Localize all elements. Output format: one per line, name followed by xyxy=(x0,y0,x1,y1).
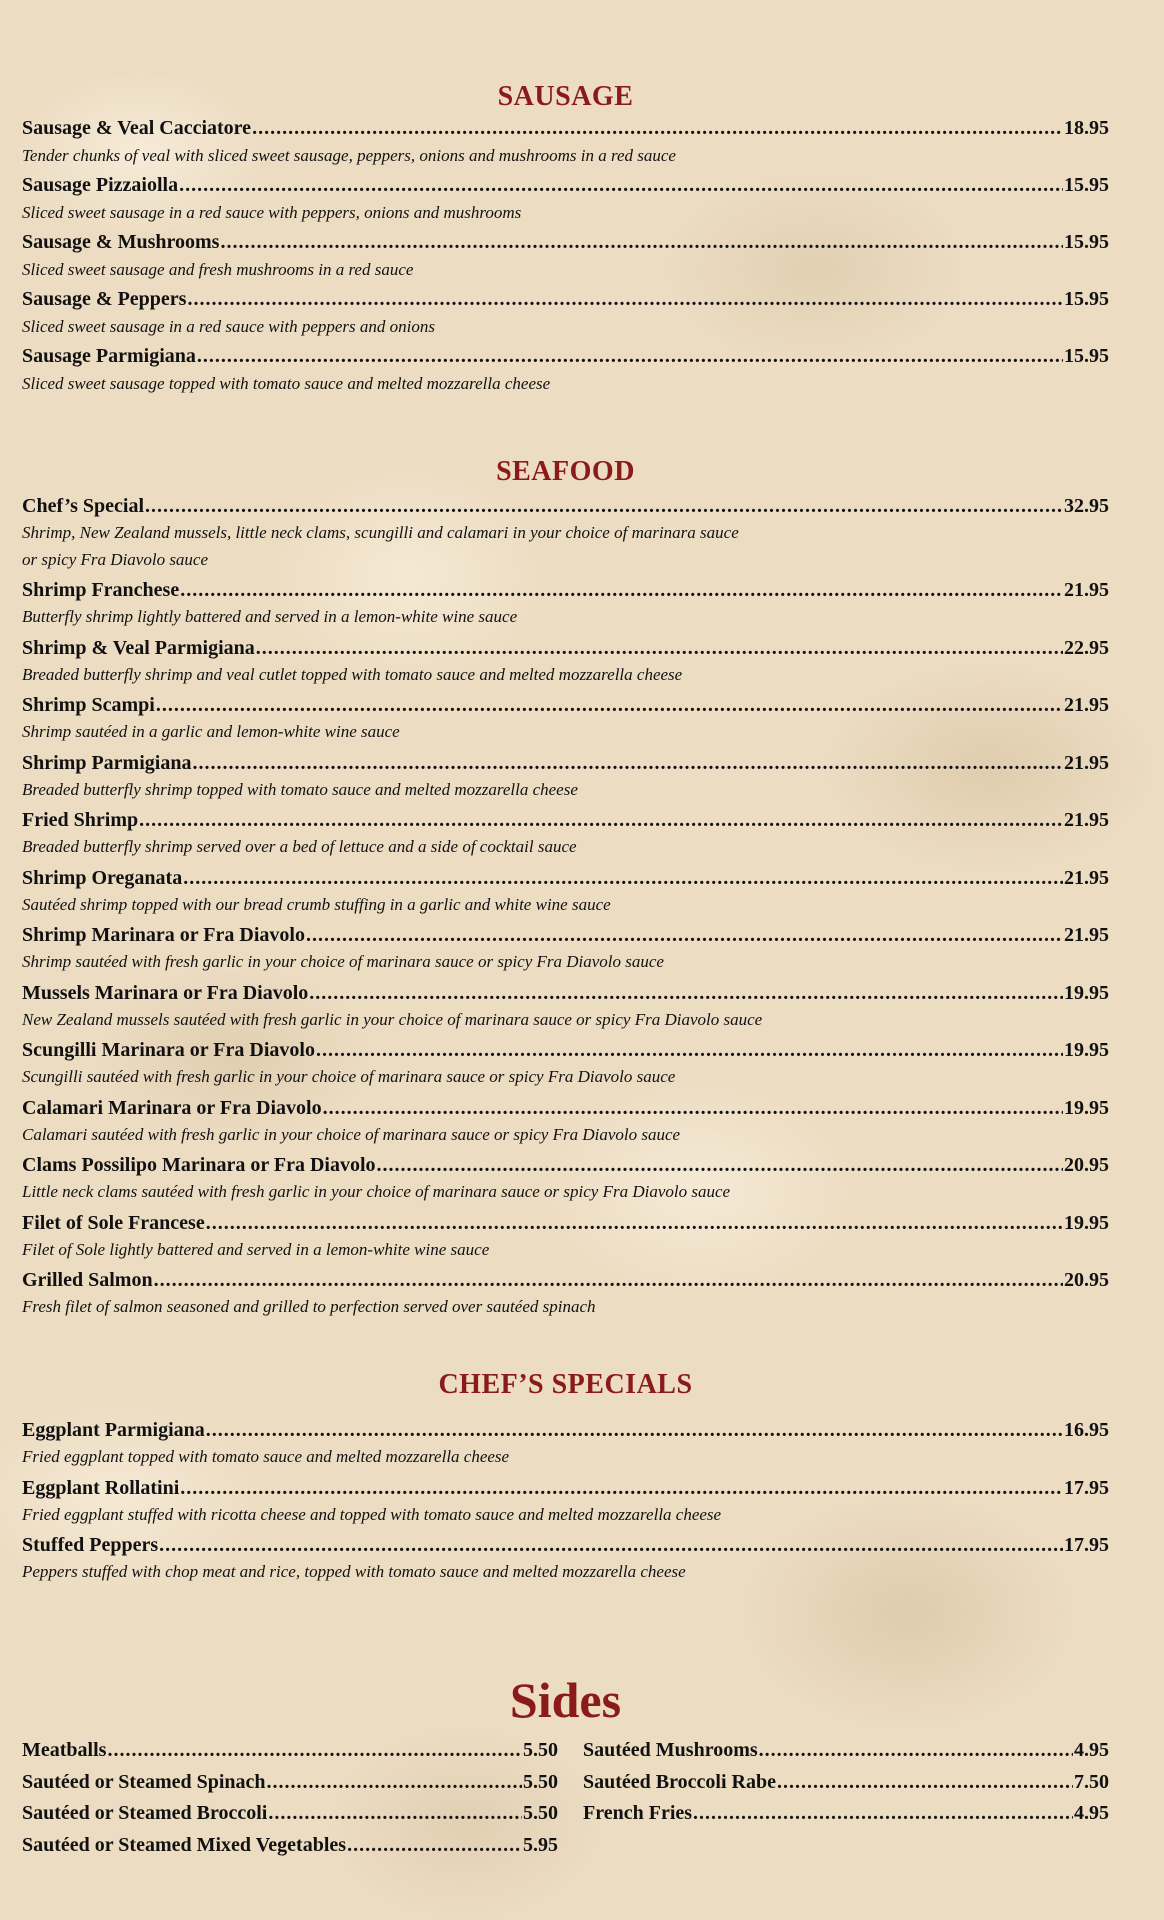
menu-item xyxy=(22,342,1109,399)
item-price: 22.95 xyxy=(1064,636,1109,659)
item-price: 21.95 xyxy=(1064,751,1109,774)
item-name: Sausage & Peppers xyxy=(22,288,187,310)
item-name: Calamari Marinara or Fra Diavolo xyxy=(22,1096,322,1119)
item-description: Sautéed shrimp topped with our bread crumb stuffing in a garlic and white wine sauce xyxy=(22,894,611,914)
item-name: Eggplant Rollatini xyxy=(22,1476,180,1499)
menu-item xyxy=(22,806,1109,864)
side-item xyxy=(583,1798,1109,1830)
item-name: Shrimp Parmigiana xyxy=(22,751,192,774)
leader-dots xyxy=(256,634,1063,662)
item-price: 17.95 xyxy=(1064,1534,1109,1556)
item-description: Fresh filet of salmon seasoned and grilled to perfection served over sautéed spinach xyxy=(22,1297,596,1316)
side-item xyxy=(22,1735,558,1767)
item-description: Sliced sweet sausage topped with tomato sauce and melted mozzarella cheese xyxy=(22,374,551,393)
item-description: Scungilli sautéed with fresh garlic in your choice of marinara sauce or spicy Fra Diavolo sauce xyxy=(22,1067,676,1086)
sausage-section xyxy=(22,80,1109,399)
leader-dots xyxy=(309,979,1063,1007)
item-description: Breaded butterfly shrimp and veal cutlet topped with tomato sauce and melted mozzarella cheese xyxy=(22,664,683,684)
item-price: 5.95 xyxy=(523,1833,558,1856)
leader-dots xyxy=(347,1830,522,1862)
item-price: 21.95 xyxy=(1064,809,1109,831)
leader-dots xyxy=(180,576,1063,604)
item-price: 5.50 xyxy=(523,1739,558,1761)
menu-item xyxy=(22,228,1109,285)
item-description-cont: or spicy Fra Diavolo sauce xyxy=(22,550,209,569)
leader-dots xyxy=(316,1036,1063,1064)
leader-dots xyxy=(267,1767,522,1799)
item-price: 5.50 xyxy=(523,1770,558,1793)
item-name: Sautéed or Steamed Mixed Vegetables xyxy=(22,1833,347,1856)
menu-item xyxy=(22,691,1109,749)
menu-item xyxy=(22,1209,1109,1267)
item-price: 15.95 xyxy=(1064,345,1109,367)
leader-dots xyxy=(268,1798,522,1830)
leader-dots xyxy=(206,1209,1063,1237)
menu-item xyxy=(22,634,1109,692)
item-price: 20.95 xyxy=(1064,1269,1109,1291)
menu-item xyxy=(22,979,1109,1037)
item-price: 21.95 xyxy=(1064,694,1109,716)
leader-dots xyxy=(197,342,1063,370)
item-name: Sautéed or Steamed Broccoli xyxy=(22,1802,268,1824)
menu-item xyxy=(22,285,1109,342)
item-description: Sliced sweet sausage and fresh mushrooms in a red sauce xyxy=(22,260,414,279)
item-price: 4.95 xyxy=(1074,1739,1109,1761)
leader-dots xyxy=(145,492,1063,520)
sides-grid xyxy=(22,1735,1109,1861)
item-price: 19.95 xyxy=(1064,1211,1109,1234)
item-description: Little neck clams sautéed with fresh garlic in your choice of marinara sauce or spicy Fra Diavolo sauce xyxy=(22,1182,731,1201)
item-name: Sautéed Mushrooms xyxy=(583,1739,758,1761)
item-name: Scungilli Marinara or Fra Diavolo xyxy=(22,1039,315,1061)
item-name: Meatballs xyxy=(22,1739,107,1761)
menu-item xyxy=(22,1094,1109,1152)
leader-dots xyxy=(156,691,1063,719)
item-price: 15.95 xyxy=(1064,174,1109,196)
leader-dots xyxy=(693,1798,1073,1830)
section-title: Sides xyxy=(509,1672,622,1728)
side-item xyxy=(583,1767,1109,1799)
section-title: CHEF’S SPECIALS xyxy=(438,1369,693,1400)
item-price: 21.95 xyxy=(1064,924,1109,946)
chefs-specials-section xyxy=(22,1368,1109,1589)
side-item xyxy=(583,1735,1109,1767)
leader-dots xyxy=(154,1266,1063,1294)
menu-item xyxy=(22,1036,1109,1094)
leader-dots xyxy=(192,749,1063,777)
item-name: Clams Possilipo Marinara or Fra Diavolo xyxy=(22,1154,376,1176)
leader-dots xyxy=(252,114,1063,142)
menu-item xyxy=(22,749,1109,807)
leader-dots xyxy=(306,921,1063,949)
item-name: Fried Shrimp xyxy=(22,809,139,831)
leader-dots xyxy=(187,285,1063,313)
item-description: Sliced sweet sausage in a red sauce with peppers and onions xyxy=(22,317,435,336)
item-price: 21.95 xyxy=(1064,579,1109,601)
leader-dots xyxy=(323,1094,1063,1122)
item-price: 19.95 xyxy=(1064,1039,1109,1061)
item-name: Sautéed Broccoli Rabe xyxy=(583,1770,776,1793)
item-description: Butterfly shrimp lightly battered and served in a lemon-white wine sauce xyxy=(22,607,518,626)
item-name: Grilled Salmon xyxy=(22,1269,153,1291)
item-name: Shrimp Oreganata xyxy=(22,866,183,889)
side-item xyxy=(22,1830,558,1862)
leader-dots xyxy=(180,1474,1063,1502)
section-title: SEAFOOD xyxy=(496,456,635,487)
item-description: Shrimp sautéed with fresh garlic in your choice of marinara sauce or spicy Fra Diavolo sauce xyxy=(22,952,664,971)
item-price: 32.95 xyxy=(1064,495,1109,517)
seafood-section xyxy=(22,455,1109,1324)
sides-column-left xyxy=(22,1735,558,1861)
menu-item xyxy=(22,1474,1109,1532)
item-description: Fried eggplant stuffed with ricotta cheese and topped with tomato sauce and melted mozzarella cheese xyxy=(22,1504,722,1524)
side-item xyxy=(22,1798,558,1830)
leader-dots xyxy=(183,864,1063,892)
item-price: 21.95 xyxy=(1064,866,1109,889)
leader-dots xyxy=(777,1767,1073,1799)
item-price: 5.50 xyxy=(523,1802,558,1824)
item-description: Breaded butterfly shrimp served over a bed of lettuce and a side of cocktail sauce xyxy=(22,837,577,856)
item-price: 17.95 xyxy=(1064,1476,1109,1499)
item-description: New Zealand mussels sautéed with fresh garlic in your choice of marinara sauce or spicy Fra Diavolo sauce xyxy=(22,1009,763,1029)
item-name: Chef’s Special xyxy=(22,495,145,517)
item-price: 19.95 xyxy=(1064,981,1109,1004)
sides-column-right xyxy=(583,1735,1109,1861)
item-name: Sausage Pizzaiolla xyxy=(22,174,179,196)
item-description: Shrimp sautéed in a garlic and lemon-white wine sauce xyxy=(22,722,400,741)
item-description: Peppers stuffed with chop meat and rice, topped with tomato sauce and melted mozzarella cheese xyxy=(22,1562,686,1581)
item-name: Sautéed or Steamed Spinach xyxy=(22,1770,266,1793)
leader-dots xyxy=(159,1531,1063,1559)
menu-item xyxy=(22,921,1109,979)
item-description: Breaded butterfly shrimp topped with tomato sauce and melted mozzarella cheese xyxy=(22,779,578,799)
menu-item xyxy=(22,114,1109,171)
item-price: 15.95 xyxy=(1064,288,1109,310)
item-price: 15.95 xyxy=(1064,231,1109,253)
side-item xyxy=(22,1767,558,1799)
item-description: Calamari sautéed with fresh garlic in your choice of marinara sauce or spicy Fra Diavolo sauce xyxy=(22,1124,681,1144)
leader-dots xyxy=(377,1151,1064,1179)
item-price: 20.95 xyxy=(1064,1154,1109,1176)
item-description: Shrimp, New Zealand mussels, little neck clams, scungilli and calamari in your choice of marinara sauce xyxy=(22,523,739,542)
menu-item xyxy=(22,864,1109,922)
item-name: Sausage & Mushrooms xyxy=(22,231,220,253)
sides-section xyxy=(22,1670,1109,1861)
item-price: 7.50 xyxy=(1074,1770,1109,1793)
item-description: Tender chunks of veal with sliced sweet sausage, peppers, onions and mushrooms in a red sauce xyxy=(22,146,676,165)
item-description: Sliced sweet sausage in a red sauce with peppers, onions and mushrooms xyxy=(22,203,522,222)
item-name: Shrimp Franchese xyxy=(22,579,180,601)
leader-dots xyxy=(759,1735,1073,1767)
item-price: 4.95 xyxy=(1074,1802,1109,1824)
leader-dots xyxy=(139,806,1063,834)
item-description: Fried eggplant topped with tomato sauce and melted mozzarella cheese xyxy=(22,1447,510,1466)
item-name: Sausage & Veal Cacciatore xyxy=(22,117,252,139)
item-name: Shrimp & Veal Parmigiana xyxy=(22,636,255,659)
item-name: Sausage Parmigiana xyxy=(22,345,196,367)
item-name: Eggplant Parmigiana xyxy=(22,1419,205,1441)
item-price: 19.95 xyxy=(1064,1096,1109,1119)
leader-dots xyxy=(179,171,1063,199)
item-name: Mussels Marinara or Fra Diavolo xyxy=(22,981,309,1004)
menu-item xyxy=(22,576,1109,634)
item-price: 16.95 xyxy=(1064,1419,1109,1441)
item-price: 18.95 xyxy=(1064,117,1109,139)
leader-dots xyxy=(206,1416,1063,1444)
item-name: French Fries xyxy=(583,1802,693,1824)
menu-item xyxy=(22,1266,1109,1324)
section-title: SAUSAGE xyxy=(497,81,634,112)
leader-dots xyxy=(220,228,1063,256)
item-description: Filet of Sole lightly battered and served in a lemon-white wine sauce xyxy=(22,1239,490,1259)
item-name: Filet of Sole Francese xyxy=(22,1211,205,1234)
item-name: Shrimp Marinara or Fra Diavolo xyxy=(22,924,305,946)
item-name: Stuffed Peppers xyxy=(22,1534,159,1556)
menu-item xyxy=(22,1151,1109,1209)
menu-item xyxy=(22,1531,1109,1589)
menu-item xyxy=(22,492,1109,576)
menu-item xyxy=(22,1416,1109,1474)
menu-item xyxy=(22,171,1109,228)
leader-dots xyxy=(107,1735,522,1767)
item-name: Shrimp Scampi xyxy=(22,694,155,716)
